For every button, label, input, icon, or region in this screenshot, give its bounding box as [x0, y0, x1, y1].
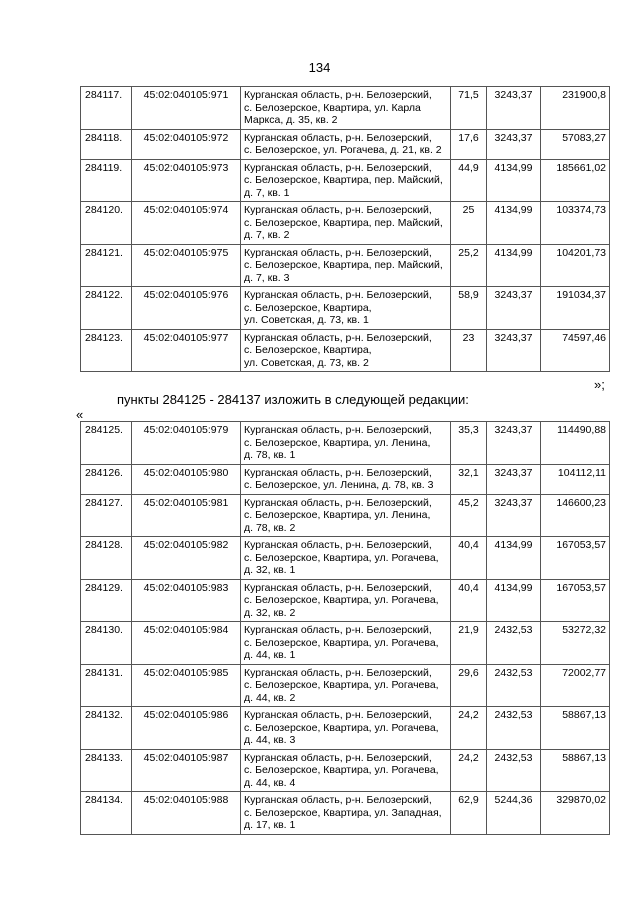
table-row [81, 287, 610, 330]
rate: 4134,99 [487, 159, 541, 202]
table-row [81, 329, 610, 372]
cadastral-value: 231900,8 [541, 87, 610, 130]
area: 45,2 [451, 494, 487, 537]
area: 40,4 [451, 537, 487, 580]
cadastral-value: 185661,02 [541, 159, 610, 202]
row-number: 284117. [81, 87, 132, 130]
row-number: 284129. [81, 579, 132, 622]
area: 32,1 [451, 464, 487, 494]
address: Курганская область, р-н. Белозерский, с. Белозерское, Квартира, ул. Ленина, д. 78, кв. 2 [241, 494, 451, 537]
cadastral-value: 53272,32 [541, 622, 610, 665]
table-row [81, 792, 610, 835]
rate: 3243,37 [487, 129, 541, 159]
cadastral-number: 45:02:040105:982 [132, 537, 241, 580]
cadastral-value: 167053,57 [541, 537, 610, 580]
address: Курганская область, р-н. Белозерский, с. Белозерское, ул. Рогачева, д. 21, кв. 2 [241, 129, 451, 159]
cadastral-value: 104112,11 [541, 464, 610, 494]
rate: 3243,37 [487, 287, 541, 330]
cadastral-value: 114490,88 [541, 422, 610, 465]
area: 25,2 [451, 244, 487, 287]
rate: 2432,53 [487, 664, 541, 707]
rate: 2432,53 [487, 749, 541, 792]
cadastral-number: 45:02:040105:983 [132, 579, 241, 622]
area: 62,9 [451, 792, 487, 835]
cadastral-value: 72002,77 [541, 664, 610, 707]
property-table-2 [80, 421, 610, 835]
table-row [81, 464, 610, 494]
area: 58,9 [451, 287, 487, 330]
table-row [81, 87, 610, 130]
address: Курганская область, р-н. Белозерский, с. Белозерское, Квартира, ул. Рогачева, д. 32, кв. 1 [241, 537, 451, 580]
address: Курганская область, р-н. Белозерский, с. Белозерское, Квартира, ул. Рогачева, д. 44, кв. 3 [241, 707, 451, 750]
cadastral-value: 167053,57 [541, 579, 610, 622]
area: 44,9 [451, 159, 487, 202]
area: 24,2 [451, 707, 487, 750]
address: Курганская область, р-н. Белозерский, с. Белозерское, Квартира, ул. Рогачева, д. 32, кв. 2 [241, 579, 451, 622]
cadastral-number: 45:02:040105:971 [132, 87, 241, 130]
cadastral-number: 45:02:040105:975 [132, 244, 241, 287]
rate: 5244,36 [487, 792, 541, 835]
cadastral-number: 45:02:040105:988 [132, 792, 241, 835]
cadastral-number: 45:02:040105:984 [132, 622, 241, 665]
table-row [81, 622, 610, 665]
address: Курганская область, р-н. Белозерский, с. Белозерское, Квартира, ул. Рогачева, д. 44, кв. 2 [241, 664, 451, 707]
cadastral-number: 45:02:040105:981 [132, 494, 241, 537]
table-row [81, 494, 610, 537]
rate: 4134,99 [487, 244, 541, 287]
table-row [81, 129, 610, 159]
rate: 4134,99 [487, 202, 541, 245]
cadastral-number: 45:02:040105:979 [132, 422, 241, 465]
cadastral-number: 45:02:040105:980 [132, 464, 241, 494]
rate: 3243,37 [487, 464, 541, 494]
cadastral-value: 329870,02 [541, 792, 610, 835]
row-number: 284132. [81, 707, 132, 750]
rate: 2432,53 [487, 622, 541, 665]
area: 29,6 [451, 664, 487, 707]
address: Курганская область, р-н. Белозерский, с. Белозерское, Квартира, ул. Ленина, д. 78, кв. 1 [241, 422, 451, 465]
table-row [81, 579, 610, 622]
row-number: 284126. [81, 464, 132, 494]
row-number: 284118. [81, 129, 132, 159]
area: 17,6 [451, 129, 487, 159]
table-row [81, 422, 610, 465]
row-number: 284125. [81, 422, 132, 465]
cadastral-value: 58867,13 [541, 749, 610, 792]
cadastral-number: 45:02:040105:976 [132, 287, 241, 330]
rate: 3243,37 [487, 494, 541, 537]
address: Курганская область, р-н. Белозерский, с. Белозерское, Квартира, ул. Карла Маркса, д. 35, кв. 2 [241, 87, 451, 130]
cadastral-value: 58867,13 [541, 707, 610, 750]
cadastral-number: 45:02:040105:977 [132, 329, 241, 372]
closing-quote: »; [594, 377, 605, 392]
property-table-1 [80, 86, 610, 372]
area: 23 [451, 329, 487, 372]
area: 40,4 [451, 579, 487, 622]
address: Курганская область, р-н. Белозерский, с. Белозерское, ул. Ленина, д. 78, кв. 3 [241, 464, 451, 494]
cadastral-value: 74597,46 [541, 329, 610, 372]
row-number: 284119. [81, 159, 132, 202]
area: 35,3 [451, 422, 487, 465]
row-number: 284121. [81, 244, 132, 287]
address: Курганская область, р-н. Белозерский, с. Белозерское, Квартира, ул. Советская, д. 73, кв. 2 [241, 329, 451, 372]
row-number: 284120. [81, 202, 132, 245]
cadastral-number: 45:02:040105:974 [132, 202, 241, 245]
table-row [81, 244, 610, 287]
row-number: 284122. [81, 287, 132, 330]
cadastral-value: 103374,73 [541, 202, 610, 245]
address: Курганская область, р-н. Белозерский, с. Белозерское, Квартира, ул. Рогачева, д. 44, кв. 4 [241, 749, 451, 792]
table-row [81, 537, 610, 580]
opening-quote: « [76, 407, 84, 422]
area: 21,9 [451, 622, 487, 665]
area: 71,5 [451, 87, 487, 130]
table-row [81, 202, 610, 245]
address: Курганская область, р-н. Белозерский, с. Белозерское, Квартира, пер. Майский, д. 7, кв. 1 [241, 159, 451, 202]
row-number: 284123. [81, 329, 132, 372]
address: Курганская область, р-н. Белозерский, с. Белозерское, Квартира, пер. Майский, д. 7, кв. 2 [241, 202, 451, 245]
rate: 3243,37 [487, 422, 541, 465]
area: 25 [451, 202, 487, 245]
cadastral-value: 191034,37 [541, 287, 610, 330]
cadastral-value: 104201,73 [541, 244, 610, 287]
address: Курганская область, р-н. Белозерский, с. Белозерское, Квартира, ул. Западная, д. 17, кв. 1 [241, 792, 451, 835]
table-row [81, 749, 610, 792]
cadastral-number: 45:02:040105:986 [132, 707, 241, 750]
cadastral-number: 45:02:040105:973 [132, 159, 241, 202]
cadastral-number: 45:02:040105:972 [132, 129, 241, 159]
cadastral-value: 146600,23 [541, 494, 610, 537]
rate: 4134,99 [487, 579, 541, 622]
page-number: 134 [308, 60, 331, 75]
rate: 3243,37 [487, 87, 541, 130]
amendment-instruction: пункты 284125 - 284137 изложить в следующей редакции: [117, 392, 469, 407]
rate: 2432,53 [487, 707, 541, 750]
cadastral-number: 45:02:040105:987 [132, 749, 241, 792]
table-row [81, 159, 610, 202]
cadastral-number: 45:02:040105:985 [132, 664, 241, 707]
cadastral-value: 57083,27 [541, 129, 610, 159]
address: Курганская область, р-н. Белозерский, с. Белозерское, Квартира, ул. Рогачева, д. 44, кв. 1 [241, 622, 451, 665]
row-number: 284127. [81, 494, 132, 537]
row-number: 284130. [81, 622, 132, 665]
rate: 4134,99 [487, 537, 541, 580]
table-row [81, 707, 610, 750]
rate: 3243,37 [487, 329, 541, 372]
area: 24,2 [451, 749, 487, 792]
row-number: 284133. [81, 749, 132, 792]
row-number: 284128. [81, 537, 132, 580]
row-number: 284134. [81, 792, 132, 835]
address: Курганская область, р-н. Белозерский, с. Белозерское, Квартира, пер. Майский, д. 7, кв. 3 [241, 244, 451, 287]
address: Курганская область, р-н. Белозерский, с. Белозерское, Квартира, ул. Советская, д. 73, кв. 1 [241, 287, 451, 330]
row-number: 284131. [81, 664, 132, 707]
table-row [81, 664, 610, 707]
